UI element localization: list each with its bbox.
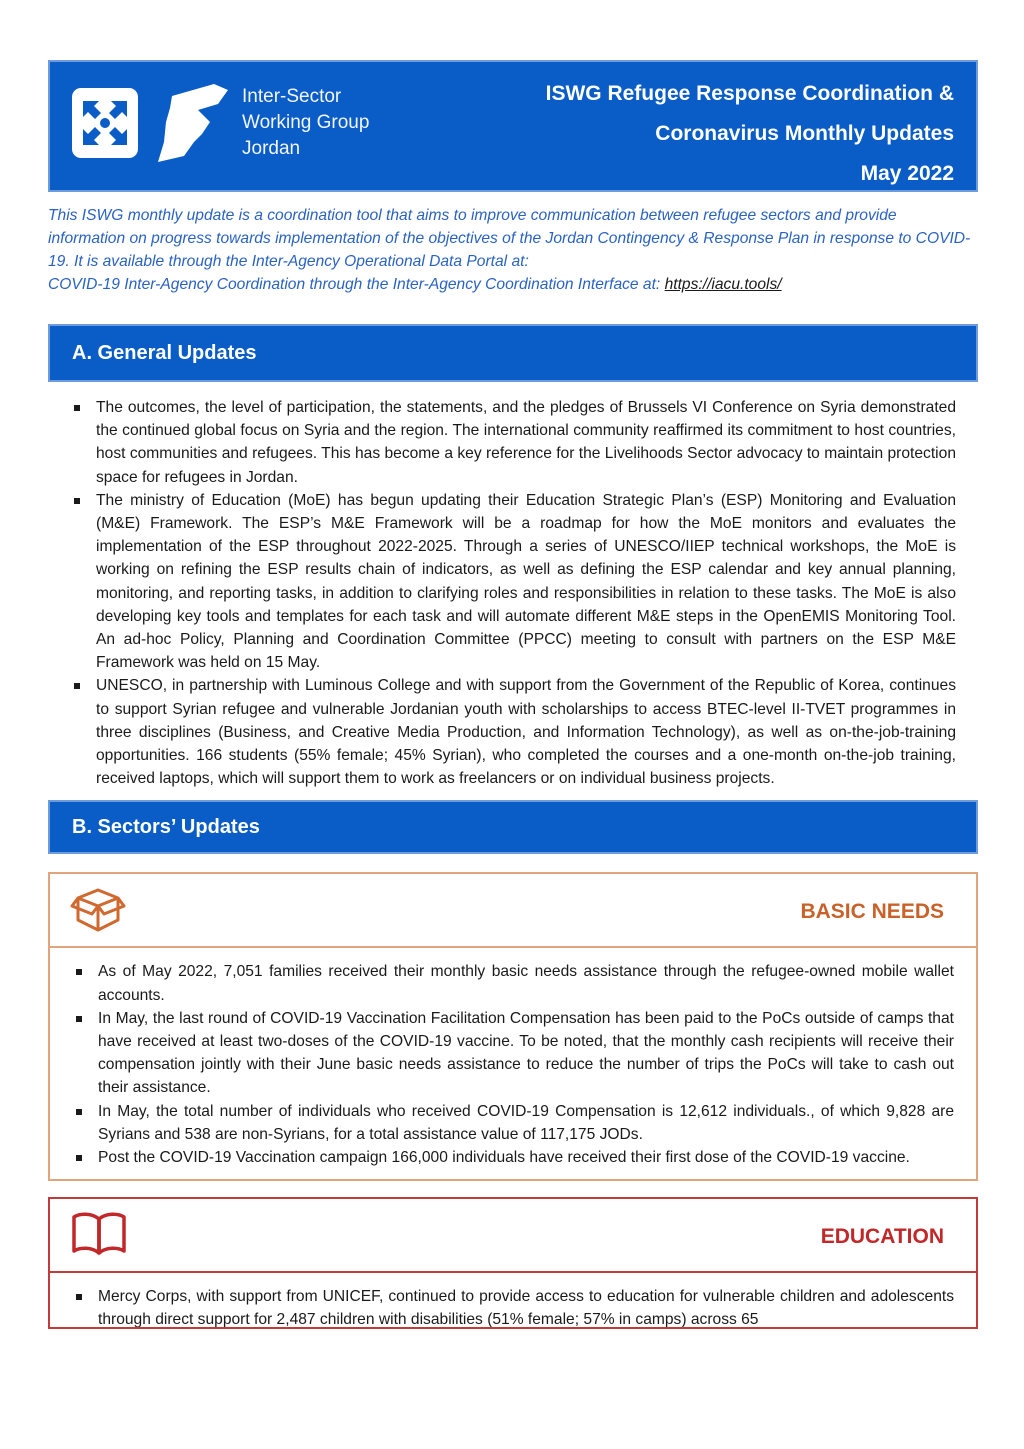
box-icon xyxy=(70,884,126,936)
basic-needs-list xyxy=(50,960,976,1169)
section-general-updates xyxy=(48,324,978,382)
iacu-link[interactable]: https://iacu.tools/ xyxy=(664,276,782,293)
org-line: Jordan xyxy=(242,138,301,159)
sector-title: BASIC NEEDS xyxy=(800,900,944,924)
org-line: Inter-Sector xyxy=(242,86,342,107)
header-banner xyxy=(48,60,978,192)
intro-paragraph xyxy=(48,204,978,296)
sector-title: EDUCATION xyxy=(820,1225,944,1249)
document-page xyxy=(48,60,978,1329)
list-item: Mercy Corps, with support from UNICEF, continued to provide access to education for vulnerable children and adolescents through direct support for 2,487 children with disabilities (51% female; 57% in camps) across 65 xyxy=(76,1285,954,1329)
list-item: The outcomes, the level of participation, the statements, and the pledges of Brussels VI Conference on Syria demonstrated the continued global focus on Syria and the region. The international community reaffirmed its commitment to host countries, host communities and refugees. This has become a key reference for the Livelihoods Sector advocacy to maintain protection space for refugees in Jordan. xyxy=(74,396,956,489)
list-item: Post the COVID-19 Vaccination campaign 166,000 individuals have received their first dose of the COVID-19 vaccine. xyxy=(76,1146,954,1169)
report-date: May 2022 xyxy=(860,162,954,185)
section-title: A. General Updates xyxy=(72,341,257,364)
education-list xyxy=(50,1285,976,1329)
org-name xyxy=(242,84,369,162)
list-item: In May, the total number of individuals who received COVID-19 Compensation is 12,612 individuals., of which 9,828 are Syrians and 538 are non-Syrians, for a total assistance value of 117,175 JODs. xyxy=(76,1100,954,1146)
education-box xyxy=(48,1197,978,1329)
report-title xyxy=(546,74,954,194)
basic-needs-box xyxy=(48,872,978,1181)
intro-text-2: COVID-19 Inter-Agency Coordination through the Inter-Agency Coordination Interface at: xyxy=(48,276,665,293)
title-line: Coronavirus Monthly Updates xyxy=(655,122,954,145)
list-item: As of May 2022, 7,051 families received their monthly basic needs assistance through the refugee-owned mobile wallet accounts. xyxy=(76,960,954,1006)
basic-needs-header xyxy=(50,874,976,948)
general-updates-list xyxy=(48,396,978,790)
list-item: The ministry of Education (MoE) has begun updating their Education Strategic Plan’s (ESP) Monitoring and Evaluation (M&E) Framework. The ESP’s M&E Framework will be a roadmap for how the MoE monitors and evaluates the implementation of the ESP throughout 2022-2025. Through a series of UNESCO/IIEP technical workshops, the MoE is working on refining the ESP results chain of indicators, as well as defining the ESP calendar and key annual planning, monitoring, and reporting tasks, in addition to clarifying roles and responsibilities in relation to these tasks. The MoE is also developing key tools and templates for each task and will automate different M&E steps in the OpenEMIS Monitoring Tool. An ad-hoc Policy, Planning and Coordination Committee (PPCC) meeting to consult with partners on the ESP M&E Framework was held on 15 May. xyxy=(74,489,956,675)
section-sectors-updates xyxy=(48,800,978,854)
title-line: ISWG Refugee Response Coordination & xyxy=(545,82,954,105)
arrows-inward-icon xyxy=(77,95,133,151)
education-header xyxy=(50,1199,976,1273)
intro-text: This ISWG monthly update is a coordination tool that aims to improve communication between refugee sectors and provide information on progress towards implementation of the objectives of the Jordan Contingency & Response Plan in response to COVID-19. It is available through the Inter-Agency Operational Data Portal at: xyxy=(48,207,971,270)
book-icon xyxy=(70,1209,128,1259)
section-title: B. Sectors’ Updates xyxy=(72,815,260,838)
org-line: Working Group xyxy=(242,112,370,133)
iswg-logo xyxy=(72,88,138,158)
list-item: UNESCO, in partnership with Luminous College and with support from the Government of the Republic of Korea, continues to support Syrian refugee and vulnerable Jordanian youth with scholarships to access BTEC-level II-TVET programmes in three disciplines (Business, and Creative Media Production, and Information Technology), as well as on-the-job-training opportunities. 166 students (55% female; 45% Syrian), who completed the courses and a one-month on-the-job training, received laptops, which will support them to work as freelancers or on individual business projects. xyxy=(74,674,956,790)
jordan-map-icon xyxy=(154,82,234,168)
list-item: In May, the last round of COVID-19 Vaccination Facilitation Compensation has been paid to the PoCs outside of camps that have received at least two-doses of the COVID-19 vaccine. To be noted, that the monthly cash recipients will receive their compensation jointly with their June basic needs assistance to reduce the number of trips the PoCs will take to cash out their assistance. xyxy=(76,1007,954,1100)
